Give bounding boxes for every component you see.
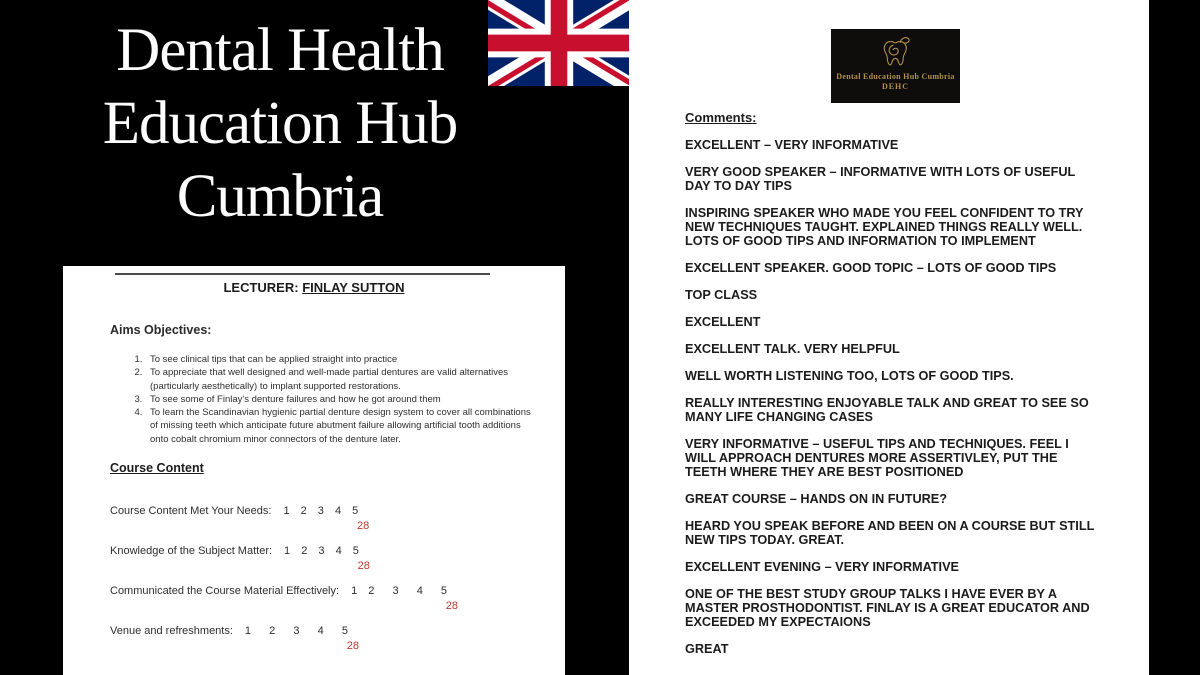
rating-row — [110, 544, 370, 573]
comment-item: WELL WORTH LISTENING TOO, LOTS OF GOOD TIPS. — [685, 369, 1014, 383]
title-line-3: Cumbria — [176, 163, 384, 230]
logo-abbreviation: DEHC — [881, 82, 910, 91]
rating-row — [110, 504, 370, 533]
comment-item: TOP CLASS — [685, 288, 758, 302]
comment-item: INSPIRING SPEAKER WHO MADE YOU FEEL CONFIDENT TO TRY NEW TECHNIQUES TAUGHT. EXPLAINED THINGS REALLY WELL. LOTS OF GOOD TIPS AND INFORMATION TO IMPLEMENT — [685, 206, 1084, 248]
aims-list-item: 3. To see some of Finlay's denture failures and how he got around them — [145, 393, 533, 406]
comments-list — [685, 138, 1101, 656]
rating-scale: 1 2 3 4 5 — [244, 625, 352, 637]
rating-response-count: 28 — [346, 640, 359, 652]
rating-label: Course Content Met Your Needs: — [110, 505, 272, 517]
course-content-heading: Course Content — [110, 461, 204, 475]
comment-item: EXCELLENT – VERY INFORMATIVE — [685, 138, 899, 152]
dehc-logo — [831, 29, 960, 103]
slide-title — [0, 14, 560, 233]
feedback-document — [63, 266, 565, 675]
aims-list-item: 2. To appreciate that well designed and well-made partial dentures are valid alternatives (particularly aesthetically) to implant supported restorations. — [145, 366, 533, 393]
aims-objectives-heading: Aims Objectives: — [110, 323, 212, 337]
comment-item: GREAT — [685, 642, 729, 656]
logo-org-name: Dental Education Hub Cumbria — [836, 72, 955, 81]
uk-flag-icon — [488, 0, 630, 86]
title-line-1: Dental Health — [116, 17, 444, 84]
comments-panel — [629, 0, 1149, 675]
rating-row — [110, 624, 359, 653]
lecturer-heading — [63, 280, 565, 295]
comment-item: EXCELLENT SPEAKER. GOOD TOPIC – LOTS OF GOOD TIPS — [685, 261, 1057, 275]
comments-section — [685, 110, 1101, 669]
rating-response-count: 28 — [357, 560, 370, 572]
comments-heading: Comments: — [685, 110, 757, 125]
comment-item: EXCELLENT TALK. VERY HELPFUL — [685, 342, 900, 356]
tooth-logo-icon — [878, 35, 914, 67]
lecturer-label: LECTURER: — [223, 280, 303, 295]
rating-scale: 1 2 3 4 5 — [284, 545, 363, 557]
aims-objectives-list — [63, 353, 533, 446]
comment-item: EXCELLENT — [685, 315, 761, 329]
comment-item: GREAT COURSE – HANDS ON IN FUTURE? — [685, 492, 947, 506]
comment-item: HEARD YOU SPEAK BEFORE AND BEEN ON A COURSE BUT STILL NEW TIPS TODAY. GREAT. — [685, 519, 1095, 547]
document-divider — [115, 273, 490, 275]
rating-response-count: 28 — [445, 600, 459, 612]
rating-label: Communicated the Course Material Effectively: — [110, 585, 340, 597]
aims-list-item: 1. To see clinical tips that can be applied straight into practice — [145, 353, 533, 366]
comment-item: VERY INFORMATIVE – USEFUL TIPS AND TECHNIQUES. FEEL I WILL APPROACH DENTURES MORE ASSERTIVLEY, PUT THE TEETH WHERE THEY ARE BEST POSITIONED — [685, 437, 1069, 479]
rating-scale: 1 2 3 4 5 — [351, 585, 452, 597]
aims-list-item: 4. To learn the Scandinavian hygienic partial denture design system to cover all combinations of missing teeth which anticipate future abutment failure allowing artificial tooth additions onto cobalt chromium minor connectors of the denture later. — [145, 406, 533, 446]
rating-label: Venue and refreshments: — [110, 625, 233, 637]
comment-item: ONE OF THE BEST STUDY GROUP TALKS I HAVE EVER BY A MASTER PROSTHODONTIST. FINLAY IS A GREAT EDUCATOR AND EXCEEDED MY EXPECTAIONS — [685, 587, 1090, 629]
comment-item: REALLY INTERESTING ENJOYABLE TALK AND GREAT TO SEE SO MANY LIFE CHANGING CASES — [685, 396, 1089, 424]
course-ratings — [110, 504, 459, 664]
rating-row — [110, 584, 459, 613]
comment-item: EXCELLENT EVENING – VERY INFORMATIVE — [685, 560, 959, 574]
rating-response-count: 28 — [357, 520, 370, 532]
lecturer-name: FINLAY SUTTON — [302, 280, 405, 295]
rating-scale: 1 2 3 4 5 — [283, 505, 363, 517]
rating-label: Knowledge of the Subject Matter: — [110, 545, 273, 557]
title-line-2: Education Hub — [102, 90, 458, 157]
comment-item: VERY GOOD SPEAKER – INFORMATIVE WITH LOTS OF USEFUL DAY TO DAY TIPS — [685, 165, 1076, 193]
